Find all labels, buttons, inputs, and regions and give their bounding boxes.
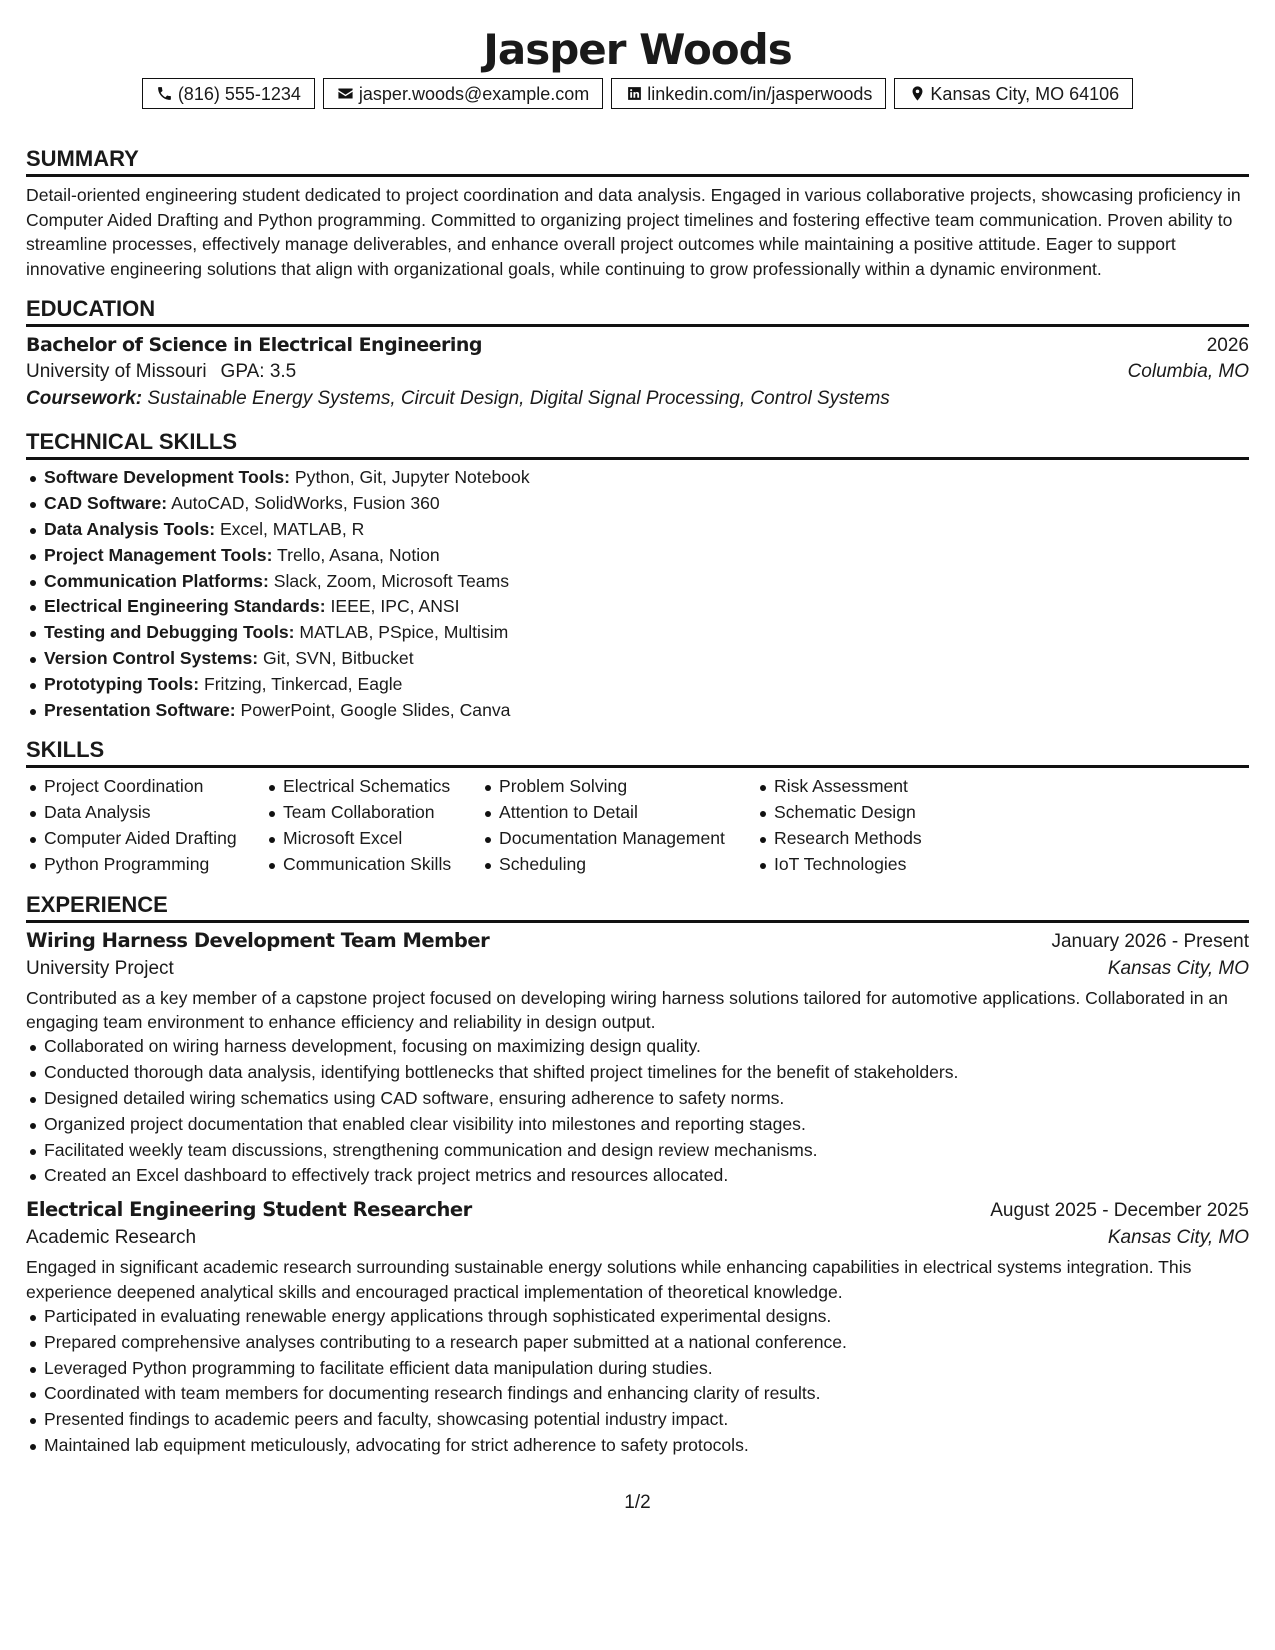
school-name: University of Missouri — [26, 361, 207, 383]
list-item — [26, 517, 1249, 543]
skill-label: CAD Software: — [44, 493, 168, 514]
candidate-name: Jasper Woods — [483, 25, 792, 74]
degree-title: Bachelor of Science in Electrical Engineering — [26, 334, 482, 357]
list-item: Project Coordination — [26, 774, 265, 800]
technical-skills-list — [26, 465, 1249, 723]
skills-column — [26, 774, 265, 877]
contact-linkedin[interactable] — [611, 78, 886, 109]
contact-phone — [142, 78, 315, 109]
list-item: Python Programming — [26, 852, 265, 878]
gpa: GPA: 3.5 — [220, 361, 297, 383]
phone-icon — [156, 85, 174, 103]
school-row — [26, 361, 1249, 383]
contact-email-text: jasper.woods@example.com — [358, 83, 590, 104]
list-item — [26, 543, 1249, 569]
contact-phone-text: (816) 555-1234 — [177, 83, 301, 104]
skills-grid — [26, 774, 1249, 877]
contact-bar — [26, 78, 1249, 109]
job-header-row — [26, 929, 1249, 953]
list-item: Organized project documentation that enabled clear visibility into milestones and reporting stages. — [26, 1112, 1249, 1138]
education-heading: EDUCATION — [26, 295, 1249, 327]
list-item: Scheduling — [481, 852, 756, 878]
list-item: Prepared comprehensive analyses contributing to a research paper submitted at a national conference. — [26, 1330, 1249, 1356]
skills-heading: SKILLS — [26, 736, 1249, 768]
list-item — [26, 698, 1249, 724]
degree-row — [26, 334, 1249, 357]
school-location: Columbia, MO — [1127, 361, 1249, 383]
job-organization: University Project — [26, 957, 174, 979]
job-bullets — [26, 1304, 1249, 1459]
skill-label: Testing and Debugging Tools: — [44, 622, 295, 643]
list-item: Presented findings to academic peers and faculty, showcasing potential industry impact. — [26, 1407, 1249, 1433]
list-item: Computer Aided Drafting — [26, 826, 265, 852]
skill-label: Communication Platforms: — [44, 570, 269, 591]
job-description: Contributed as a key member of a capstone project focused on developing wiring harness solutions tailored for automotive applications. Collaborated in an engaging team environment to enhance efficiency and reliability in design output. — [26, 987, 1228, 1032]
list-item: Data Analysis — [26, 800, 265, 826]
skill-value: AutoCAD, SolidWorks, Fusion 360 — [171, 493, 440, 514]
job-header-row — [26, 1198, 1249, 1222]
skill-value: IEEE, IPC, ANSI — [330, 596, 460, 617]
list-item — [26, 594, 1249, 620]
contact-location-text: Kansas City, MO 64106 — [930, 83, 1120, 104]
job-location: Kansas City, MO — [1107, 957, 1249, 979]
skill-label: Version Control Systems: — [44, 647, 259, 668]
school-info — [26, 361, 296, 383]
job-location: Kansas City, MO — [1107, 1227, 1249, 1249]
experience-section — [26, 891, 1249, 1459]
job-entry — [26, 929, 1249, 1190]
summary-text: Detail-oriented engineering student dedicated to project coordination and data analysis. Engaged in various collaborative projects, showcasing proficiency in Computer Aided Drafting and Python programming. Committed to organizing project timelines and fostering effective team communication. Proven ability to streamline processes, effectively manage deliverables, and enhance overall project outcomes while maintaining a positive attitude. Eager to support innovative engineering solutions that align with organizational goals, while continuing to grow professionally within a dynamic environment. — [26, 185, 1241, 279]
list-item: Leveraged Python programming to facilitate efficient data manipulation during studies. — [26, 1356, 1249, 1382]
experience-heading: EXPERIENCE — [26, 891, 1249, 923]
list-item: Participated in evaluating renewable energy applications through sophisticated experimental designs. — [26, 1304, 1249, 1330]
skills-section — [26, 736, 1249, 877]
list-item: Risk Assessment — [756, 774, 996, 800]
list-item — [26, 646, 1249, 672]
list-item — [26, 672, 1249, 698]
job-bullets — [26, 1034, 1249, 1189]
job-dates: January 2026 - Present — [1051, 930, 1249, 952]
list-item: Designed detailed wiring schematics using CAD software, ensuring adherence to safety norms. — [26, 1086, 1249, 1112]
graduation-year: 2026 — [1206, 335, 1249, 357]
skill-value: Slack, Zoom, Microsoft Teams — [273, 570, 510, 591]
skill-label: Prototyping Tools: — [44, 673, 200, 694]
list-item: Created an Excel dashboard to effectively track project metrics and resources allocated. — [26, 1163, 1249, 1189]
list-item: Collaborated on wiring harness development, focusing on maximizing design quality. — [26, 1034, 1249, 1060]
list-item: Facilitated weekly team discussions, strengthening communication and design review mechanisms. — [26, 1138, 1249, 1164]
skill-value: Excel, MATLAB, R — [219, 518, 365, 539]
list-item — [26, 491, 1249, 517]
list-item: Conducted thorough data analysis, identifying bottlenecks that shifted project timelines for the benefit of stakeholders. — [26, 1060, 1249, 1086]
skill-value: Trello, Asana, Notion — [277, 544, 440, 565]
job-entry — [26, 1198, 1249, 1459]
contact-linkedin-text: linkedin.com/in/jasperwoods — [647, 83, 873, 104]
list-item: Schematic Design — [756, 800, 996, 826]
list-item: Documentation Management — [481, 826, 756, 852]
list-item: Communication Skills — [265, 852, 481, 878]
skill-value: MATLAB, PSpice, Multisim — [299, 622, 509, 643]
coursework-list: Sustainable Energy Systems, Circuit Design, Digital Signal Processing, Control Systems — [147, 388, 890, 410]
envelope-icon — [337, 85, 355, 103]
list-item: Microsoft Excel — [265, 826, 481, 852]
education-section — [26, 295, 1249, 410]
technical-skills-section — [26, 428, 1249, 723]
skill-label: Presentation Software: — [44, 699, 236, 720]
coursework-label: Coursework: — [26, 388, 143, 410]
coursework-line — [26, 388, 1249, 410]
contact-email[interactable] — [323, 78, 603, 109]
skills-column — [265, 774, 481, 877]
list-item — [26, 620, 1249, 646]
list-item: Team Collaboration — [265, 800, 481, 826]
map-pin-icon — [908, 85, 926, 103]
list-item: Problem Solving — [481, 774, 756, 800]
skill-label: Software Development Tools: — [44, 467, 291, 488]
list-item — [26, 569, 1249, 595]
linkedin-icon — [625, 85, 643, 103]
summary-section — [26, 145, 1249, 281]
job-organization: Academic Research — [26, 1227, 197, 1249]
skill-value: Git, SVN, Bitbucket — [263, 647, 414, 668]
list-item: Maintained lab equipment meticulously, advocating for strict adherence to safety protocols. — [26, 1433, 1249, 1459]
skill-label: Electrical Engineering Standards: — [44, 596, 326, 617]
list-item — [26, 465, 1249, 491]
job-title: Electrical Engineering Student Researcher — [26, 1198, 472, 1222]
technical-skills-heading: TECHNICAL SKILLS — [26, 428, 1249, 460]
list-item: Attention to Detail — [481, 800, 756, 826]
list-item: Coordinated with team members for documenting research findings and enhancing clarity of results. — [26, 1381, 1249, 1407]
skill-label: Data Analysis Tools: — [44, 518, 216, 539]
job-org-row — [26, 958, 1249, 980]
job-title: Wiring Harness Development Team Member — [26, 928, 490, 952]
contact-location — [894, 78, 1133, 109]
summary-heading: SUMMARY — [26, 145, 1249, 177]
job-org-row — [26, 1227, 1249, 1249]
list-item: IoT Technologies — [756, 852, 996, 878]
skills-column — [756, 774, 996, 877]
skills-column — [481, 774, 756, 877]
skill-value: PowerPoint, Google Slides, Canva — [240, 699, 511, 720]
job-dates: August 2025 - December 2025 — [990, 1200, 1249, 1222]
skill-value: Fritzing, Tinkercad, Eagle — [203, 673, 403, 694]
page-number: 1/2 — [624, 1492, 651, 1513]
skill-label: Project Management Tools: — [44, 544, 273, 565]
skill-value: Python, Git, Jupyter Notebook — [294, 467, 530, 488]
resume-page — [26, 22, 1249, 1459]
list-item: Research Methods — [756, 826, 996, 852]
list-item: Electrical Schematics — [265, 774, 481, 800]
job-description: Engaged in significant academic research surrounding sustainable energy solutions while enhancing capabilities in electrical systems integration. This experience deepened analytical skills and encouraged practical implementation of theoretical knowledge. — [26, 1257, 1192, 1302]
